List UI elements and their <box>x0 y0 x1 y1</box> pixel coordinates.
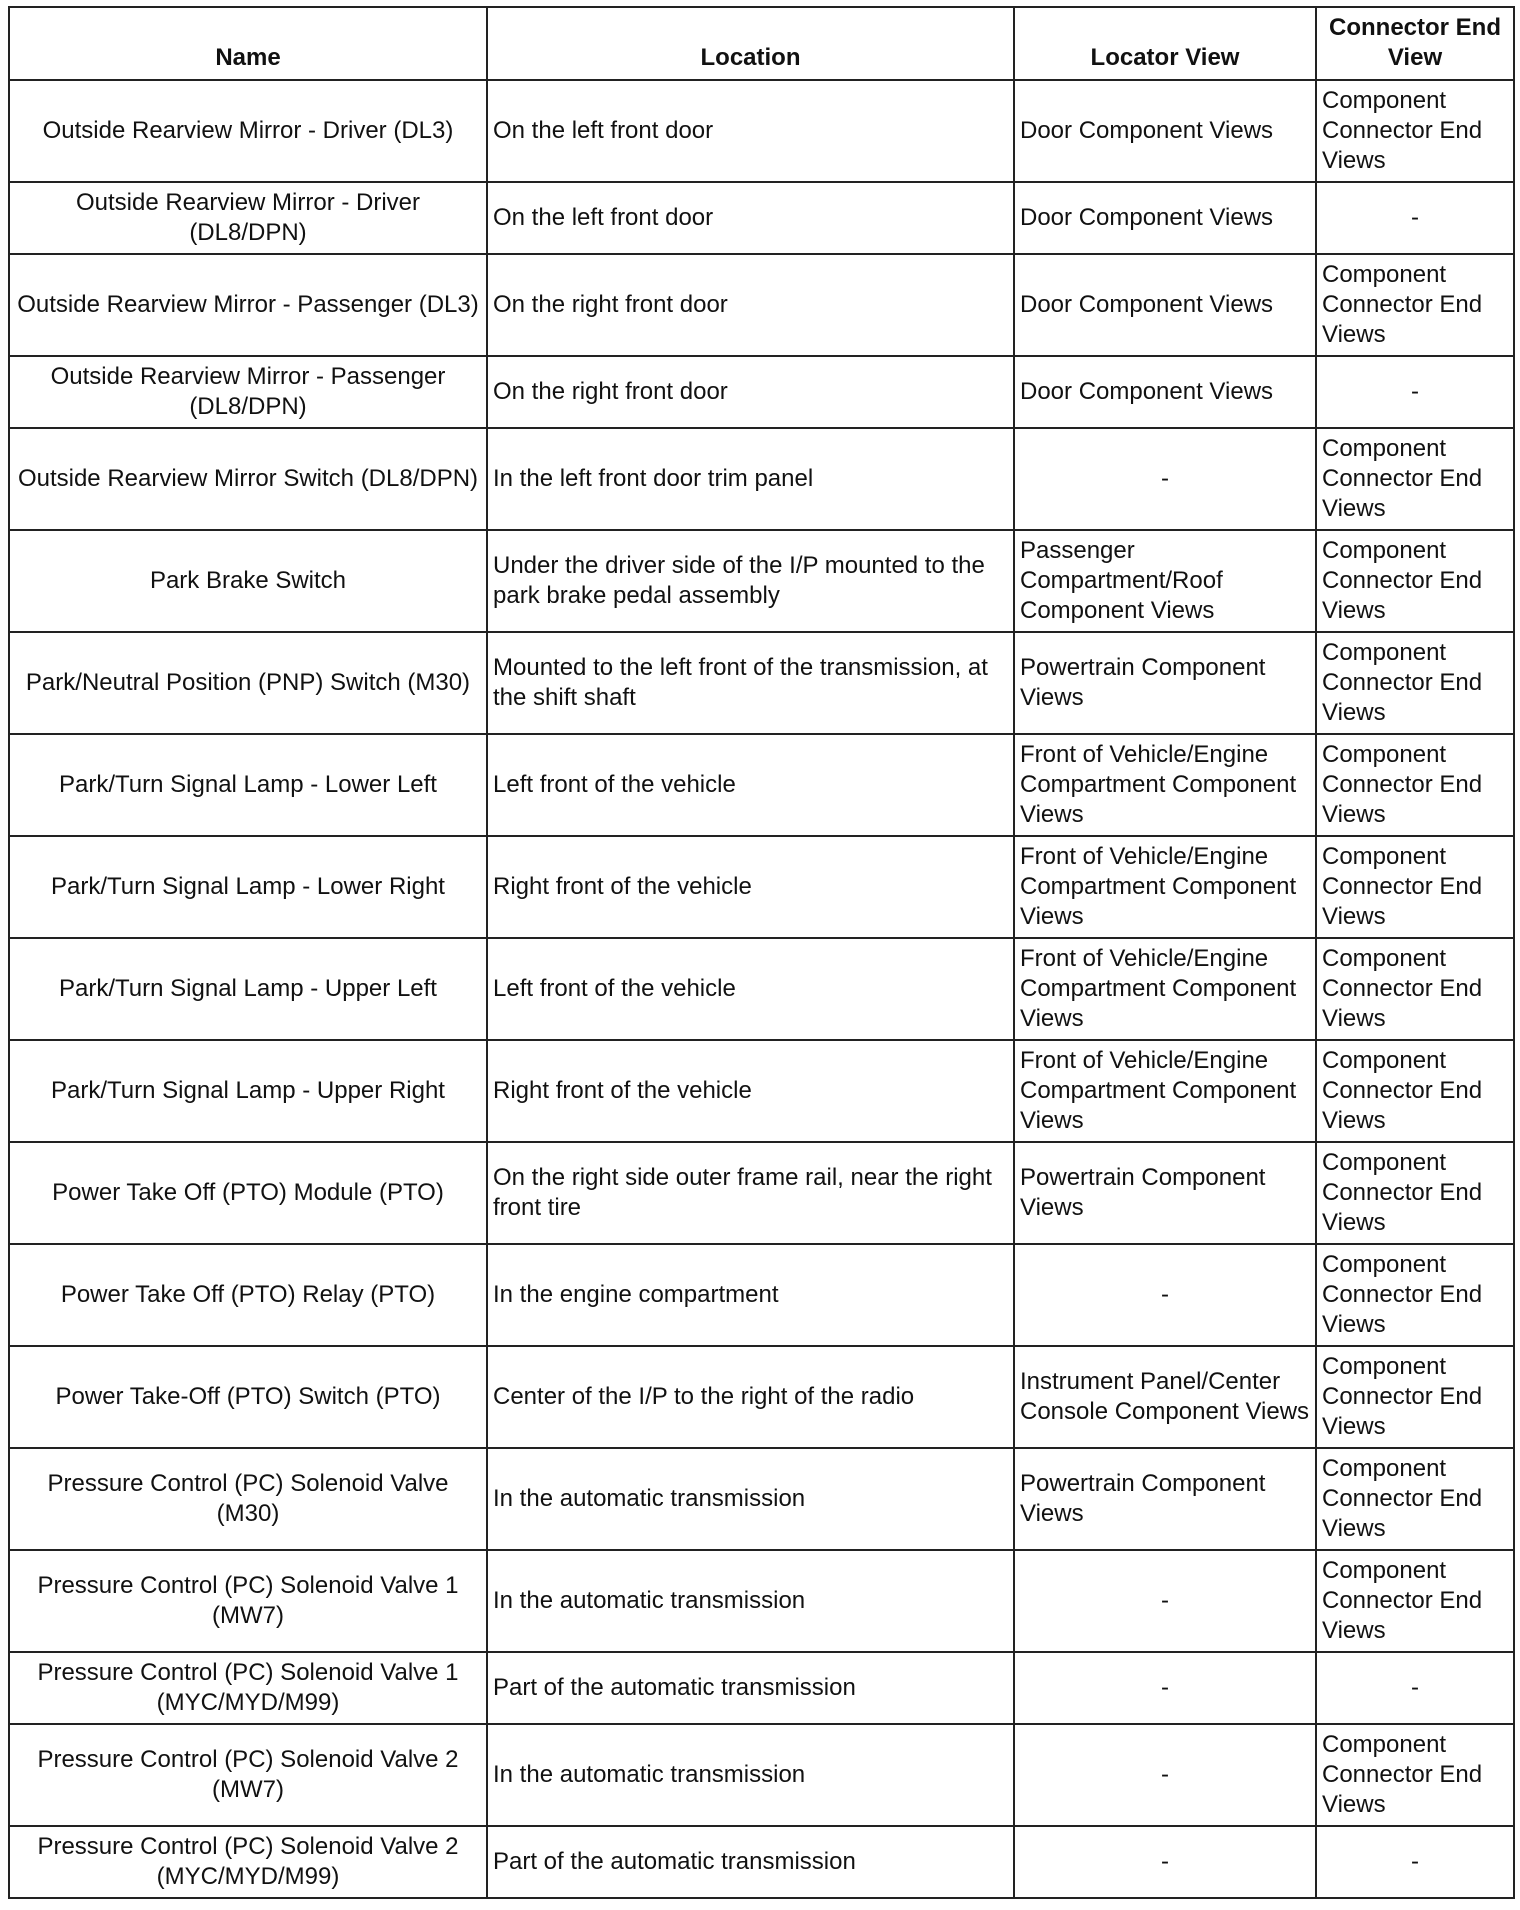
table-row <box>9 1550 1514 1652</box>
cell-locator-view: Door Component Views <box>1014 80 1316 182</box>
cell-locator-view: Front of Vehicle/Engine Compartment Component Views <box>1014 1040 1316 1142</box>
cell-location: On the right side outer frame rail, near the right front tire <box>487 1142 1014 1244</box>
cell-name: Pressure Control (PC) Solenoid Valve 1 (MYC/MYD/M99) <box>9 1652 487 1724</box>
cell-name: Pressure Control (PC) Solenoid Valve 2 (MW7) <box>9 1724 487 1826</box>
column-header-locator-view: Locator View <box>1014 7 1316 80</box>
table-row <box>9 428 1514 530</box>
table-row <box>9 356 1514 428</box>
cell-name: Park/Turn Signal Lamp - Upper Right <box>9 1040 487 1142</box>
cell-name: Power Take Off (PTO) Module (PTO) <box>9 1142 487 1244</box>
table-row <box>9 1040 1514 1142</box>
table-header-row <box>9 7 1514 80</box>
cell-locator-view: - <box>1014 1244 1316 1346</box>
cell-connector-end-view: Component Connector End Views <box>1316 1724 1514 1826</box>
cell-connector-end-view: Component Connector End Views <box>1316 428 1514 530</box>
cell-location: In the left front door trim panel <box>487 428 1014 530</box>
cell-connector-end-view: Component Connector End Views <box>1316 1550 1514 1652</box>
cell-location: On the left front door <box>487 182 1014 254</box>
cell-name: Power Take-Off (PTO) Switch (PTO) <box>9 1346 487 1448</box>
cell-locator-view: Passenger Compartment/Roof Component Views <box>1014 530 1316 632</box>
cell-connector-end-view: Component Connector End Views <box>1316 938 1514 1040</box>
cell-locator-view: - <box>1014 1652 1316 1724</box>
table-row <box>9 1244 1514 1346</box>
cell-name: Pressure Control (PC) Solenoid Valve (M30) <box>9 1448 487 1550</box>
table-row <box>9 938 1514 1040</box>
table-row <box>9 1826 1514 1898</box>
cell-name: Outside Rearview Mirror - Passenger (DL8/DPN) <box>9 356 487 428</box>
cell-connector-end-view: - <box>1316 356 1514 428</box>
cell-location: In the engine compartment <box>487 1244 1014 1346</box>
cell-locator-view: - <box>1014 1826 1316 1898</box>
cell-connector-end-view: Component Connector End Views <box>1316 734 1514 836</box>
cell-connector-end-view: Component Connector End Views <box>1316 632 1514 734</box>
cell-locator-view: - <box>1014 428 1316 530</box>
cell-location: In the automatic transmission <box>487 1448 1014 1550</box>
cell-connector-end-view: - <box>1316 1826 1514 1898</box>
cell-connector-end-view: Component Connector End Views <box>1316 1448 1514 1550</box>
table-row <box>9 836 1514 938</box>
cell-location: Under the driver side of the I/P mounted to the park brake pedal assembly <box>487 530 1014 632</box>
cell-locator-view: Powertrain Component Views <box>1014 1448 1316 1550</box>
table-row <box>9 80 1514 182</box>
cell-location: Center of the I/P to the right of the radio <box>487 1346 1014 1448</box>
cell-connector-end-view: Component Connector End Views <box>1316 80 1514 182</box>
cell-location: Right front of the vehicle <box>487 836 1014 938</box>
table-row <box>9 254 1514 356</box>
table-row <box>9 182 1514 254</box>
cell-location: Right front of the vehicle <box>487 1040 1014 1142</box>
cell-locator-view: - <box>1014 1724 1316 1826</box>
cell-name: Outside Rearview Mirror - Driver (DL3) <box>9 80 487 182</box>
table-row <box>9 1724 1514 1826</box>
table-row <box>9 1142 1514 1244</box>
cell-locator-view: Instrument Panel/Center Console Component Views <box>1014 1346 1316 1448</box>
table-row <box>9 530 1514 632</box>
cell-name: Outside Rearview Mirror - Driver (DL8/DPN) <box>9 182 487 254</box>
cell-locator-view: Door Component Views <box>1014 182 1316 254</box>
cell-name: Park/Turn Signal Lamp - Upper Left <box>9 938 487 1040</box>
cell-name: Park Brake Switch <box>9 530 487 632</box>
cell-location: In the automatic transmission <box>487 1550 1014 1652</box>
cell-location: Mounted to the left front of the transmission, at the shift shaft <box>487 632 1014 734</box>
cell-locator-view: Door Component Views <box>1014 254 1316 356</box>
table-row <box>9 1448 1514 1550</box>
cell-connector-end-view: Component Connector End Views <box>1316 836 1514 938</box>
cell-locator-view: Powertrain Component Views <box>1014 1142 1316 1244</box>
column-header-connector-end-view: Connector End View <box>1316 7 1514 80</box>
cell-connector-end-view: Component Connector End Views <box>1316 1142 1514 1244</box>
cell-location: Part of the automatic transmission <box>487 1652 1014 1724</box>
cell-locator-view: Front of Vehicle/Engine Compartment Component Views <box>1014 734 1316 836</box>
cell-locator-view: Powertrain Component Views <box>1014 632 1316 734</box>
cell-location: On the left front door <box>487 80 1014 182</box>
cell-location: Part of the automatic transmission <box>487 1826 1014 1898</box>
cell-name: Outside Rearview Mirror Switch (DL8/DPN) <box>9 428 487 530</box>
column-header-name: Name <box>9 7 487 80</box>
cell-connector-end-view: Component Connector End Views <box>1316 1244 1514 1346</box>
cell-name: Pressure Control (PC) Solenoid Valve 1 (MW7) <box>9 1550 487 1652</box>
cell-locator-view: Front of Vehicle/Engine Compartment Component Views <box>1014 836 1316 938</box>
cell-location: On the right front door <box>487 254 1014 356</box>
cell-connector-end-view: Component Connector End Views <box>1316 1346 1514 1448</box>
component-locator-table-wrapper <box>8 6 1515 1899</box>
component-locator-table <box>8 6 1515 1899</box>
cell-name: Park/Turn Signal Lamp - Lower Left <box>9 734 487 836</box>
cell-connector-end-view: Component Connector End Views <box>1316 530 1514 632</box>
cell-location: In the automatic transmission <box>487 1724 1014 1826</box>
table-row <box>9 1652 1514 1724</box>
cell-name: Park/Turn Signal Lamp - Lower Right <box>9 836 487 938</box>
cell-locator-view: Front of Vehicle/Engine Compartment Component Views <box>1014 938 1316 1040</box>
table-row <box>9 632 1514 734</box>
table-row <box>9 734 1514 836</box>
cell-name: Power Take Off (PTO) Relay (PTO) <box>9 1244 487 1346</box>
cell-connector-end-view: Component Connector End Views <box>1316 254 1514 356</box>
cell-name: Park/Neutral Position (PNP) Switch (M30) <box>9 632 487 734</box>
cell-name: Pressure Control (PC) Solenoid Valve 2 (MYC/MYD/M99) <box>9 1826 487 1898</box>
cell-location: Left front of the vehicle <box>487 938 1014 1040</box>
cell-location: Left front of the vehicle <box>487 734 1014 836</box>
cell-name: Outside Rearview Mirror - Passenger (DL3) <box>9 254 487 356</box>
cell-location: On the right front door <box>487 356 1014 428</box>
cell-locator-view: - <box>1014 1550 1316 1652</box>
cell-connector-end-view: Component Connector End Views <box>1316 1040 1514 1142</box>
table-row <box>9 1346 1514 1448</box>
cell-connector-end-view: - <box>1316 1652 1514 1724</box>
column-header-location: Location <box>487 7 1014 80</box>
cell-connector-end-view: - <box>1316 182 1514 254</box>
cell-locator-view: Door Component Views <box>1014 356 1316 428</box>
